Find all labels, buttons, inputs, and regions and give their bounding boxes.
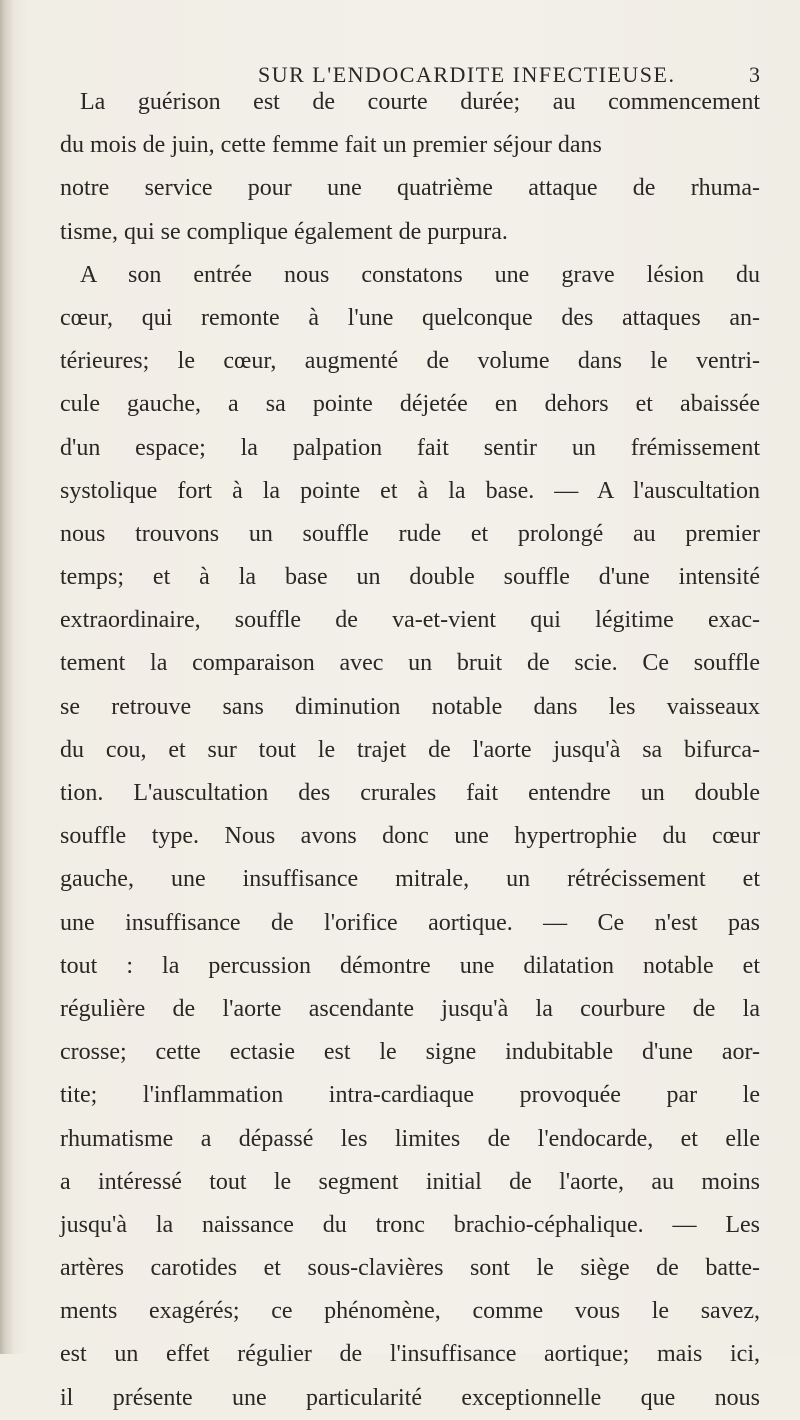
text-line: du cou, et sur tout le trajet de l'aorte jusqu'à sa bifurca- bbox=[60, 736, 760, 763]
text-line: une insuffisance de l'orifice aortique. — Ce n'est pas bbox=[60, 909, 760, 936]
text-line: il présente une particularité exceptionnelle que nous bbox=[60, 1384, 760, 1411]
text-line: tite; l'inflammation intra-cardiaque provoquée par le bbox=[60, 1082, 760, 1109]
page-number: 3 bbox=[749, 62, 760, 87]
text-line: souffle type. Nous avons donc une hypertrophie du cœur bbox=[60, 823, 760, 850]
text-line: tion. L'auscultation des crurales fait entendre un double bbox=[60, 780, 760, 806]
text-line: ments exagérés; ce phénomène, comme vous le savez, bbox=[60, 1298, 760, 1325]
text-line: d'un espace; la palpation fait sentir un frémissement bbox=[60, 434, 760, 461]
text-line: nous trouvons un souffle rude et prolongé au premier bbox=[60, 520, 760, 547]
text-line: régulière de l'aorte ascendante jusqu'à la courbure de la bbox=[60, 995, 760, 1022]
text-line: se retrouve sans diminution notable dans les vaisseaux bbox=[60, 693, 760, 720]
text-line: artères carotides et sous-clavières sont le siège de batte- bbox=[60, 1255, 760, 1282]
text-line: La guérison est de courte durée; au commencement bbox=[80, 89, 760, 115]
text-line: cule gauche, a sa pointe déjetée en dehors et abaissée bbox=[60, 391, 760, 418]
text-line: notre service pour une quatrième attaque de rhuma- bbox=[60, 175, 760, 202]
text-line: gauche, une insuffisance mitrale, un rétrécissement et bbox=[60, 866, 760, 893]
text-line: A son entrée nous constatons une grave lésion du bbox=[80, 261, 760, 288]
text-line: tement la comparaison avec un bruit de scie. Ce souffle bbox=[60, 650, 760, 677]
text-line: extraordinaire, souffle de va-et-vient qui légitime exac- bbox=[60, 607, 760, 634]
page-binding-shadow bbox=[0, 0, 14, 1354]
text-line: est un effet régulier de l'insuffisance aortique; mais ici, bbox=[60, 1341, 760, 1368]
text-line: cœur, qui remonte à l'une quelconque des attaques an- bbox=[60, 304, 760, 331]
text-line: du mois de juin, cette femme fait un premier séjour dans bbox=[60, 132, 602, 159]
text-line: térieures; le cœur, augmenté de volume dans le ventri- bbox=[60, 348, 760, 375]
text-line: jusqu'à la naissance du tronc brachio-céphalique. — Les bbox=[60, 1211, 760, 1238]
text-line: crosse; cette ectasie est le signe indubitable d'une aor- bbox=[60, 1039, 760, 1066]
text-line: systolique fort à la pointe et à la base. — A l'auscultation bbox=[60, 477, 760, 504]
text-line: a intéressé tout le segment initial de l'aorte, au moins bbox=[60, 1168, 760, 1195]
body-text bbox=[60, 81, 760, 1420]
text-line: rhumatisme a dépassé les limites de l'endocarde, et elle bbox=[60, 1125, 760, 1152]
running-title: SUR L'ENDOCARDITE INFECTIEUSE. bbox=[258, 62, 676, 87]
text-line: tisme, qui se complique également de purpura. bbox=[60, 218, 508, 245]
text-line: temps; et à la base un double souffle d'une intensité bbox=[60, 564, 760, 591]
text-line: tout : la percussion démontre une dilatation notable et bbox=[60, 952, 760, 979]
